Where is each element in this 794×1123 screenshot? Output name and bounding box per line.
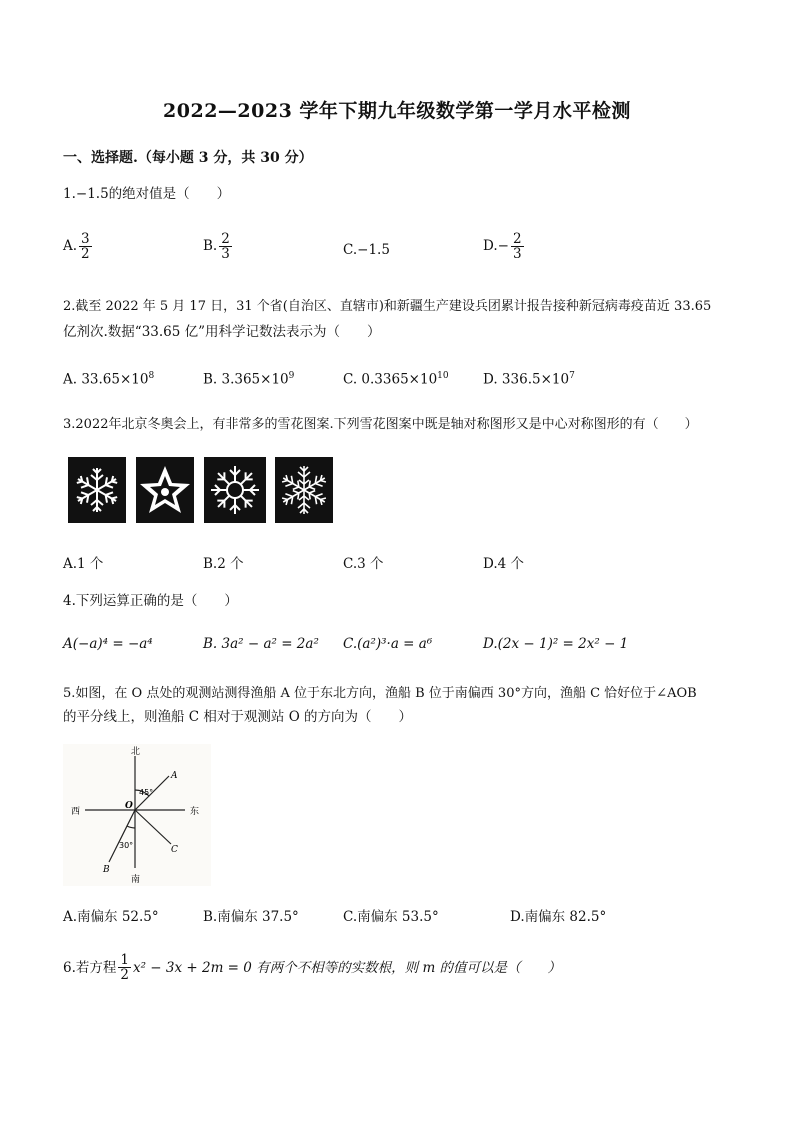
fig-label-b: B bbox=[103, 865, 110, 875]
fig-label-west: 西 bbox=[71, 807, 81, 817]
q2-a-base: A. 33.65×10 bbox=[63, 371, 149, 388]
q2-option-b bbox=[203, 371, 294, 388]
q1-a-num: 3 bbox=[81, 231, 90, 247]
q5-option-b: B.南偏东 37.5° bbox=[203, 909, 299, 925]
page-title: 2022—2023 学年下期九年级数学第一学月水平检测 bbox=[163, 100, 631, 122]
question-6-stem bbox=[63, 953, 561, 982]
fig-label-east: 东 bbox=[190, 807, 200, 817]
q3-option-b: B.2 个 bbox=[203, 556, 244, 572]
q2-a-exp: 8 bbox=[148, 371, 155, 381]
question-2-stem-line1: 2.截至 2022 年 5 月 17 日，31 个省(自治区、直辖市)和新疆生产建设兵团累计报告接种新冠病毒疫苗近 33.65 bbox=[63, 299, 712, 314]
q1-option-a bbox=[63, 232, 94, 261]
fig-label-a: A bbox=[171, 771, 178, 781]
compass-diagram bbox=[63, 744, 211, 886]
q5-option-d: D.南偏东 82.5° bbox=[510, 909, 607, 925]
fig-label-north: 北 bbox=[131, 747, 141, 757]
question-3-stem: 3.2022年北京冬奥会上，有非常多的雪花图案.下列雪花图案中既是轴对称图形又是中心对称图形的有（ ） bbox=[63, 417, 698, 432]
compass-figure bbox=[63, 744, 211, 886]
fig-label-c: C bbox=[171, 845, 178, 855]
question-5-stem-line2: 的平分线上，则渔船 C 相对于观测站 O 的方向为（ ） bbox=[63, 709, 413, 725]
q1-d-den: 3 bbox=[512, 246, 522, 263]
q1-option-c: C.−1.5 bbox=[343, 242, 390, 258]
branch-snowflake-icon bbox=[275, 457, 333, 523]
q2-d-exp: 7 bbox=[569, 371, 575, 381]
fig-label-south: 南 bbox=[131, 875, 141, 885]
q1-a-den: 2 bbox=[81, 246, 90, 263]
q4-option-d: D.(2x − 1)² = 2x² − 1 bbox=[483, 636, 629, 652]
snowflake-icon bbox=[68, 457, 126, 523]
q2-b-exp: 9 bbox=[288, 371, 295, 381]
q2-c-base: C. 0.3365×10 bbox=[343, 371, 438, 388]
q3-option-d: D.4 个 bbox=[483, 556, 525, 572]
q1-b-prefix: B. bbox=[203, 238, 218, 255]
q2-b-base: B. 3.365×10 bbox=[203, 371, 289, 388]
q3-option-a: A.1 个 bbox=[63, 556, 104, 572]
q6-rest: x² − 3x + 2m = 0 有两个不相等的实数根，则 m 的值可以是（ ） bbox=[132, 959, 562, 976]
q2-option-d bbox=[483, 371, 575, 388]
q3-option-c: C.3 个 bbox=[343, 556, 384, 572]
q6-frac-den: 2 bbox=[120, 967, 129, 984]
section-heading: 一、选择题.（每小题 3 分，共 30 分） bbox=[63, 150, 313, 166]
question-1-stem: 1.−1.5的绝对值是（ ） bbox=[63, 186, 231, 202]
q1-d-num: 2 bbox=[512, 231, 522, 247]
q1-option-b bbox=[203, 232, 234, 261]
question-4-stem: 4.下列运算正确的是（ ） bbox=[63, 593, 238, 609]
q5-option-a: A.南偏东 52.5° bbox=[63, 909, 159, 925]
q1-b-fraction bbox=[219, 232, 232, 261]
q1-a-prefix: A. bbox=[63, 238, 78, 255]
q1-d-prefix: D.− bbox=[483, 238, 509, 255]
q4-option-a: A(−a)⁴ = −a⁴ bbox=[63, 636, 153, 652]
q6-frac-num: 1 bbox=[120, 952, 129, 968]
q5-option-c: C.南偏东 53.5° bbox=[343, 909, 439, 925]
snowflake-image-4 bbox=[275, 457, 333, 523]
q4-option-c: C.(a²)³·a = a⁶ bbox=[343, 636, 433, 652]
snowflake-image-1 bbox=[68, 457, 126, 523]
fig-angle-30: 30° bbox=[119, 841, 134, 850]
q1-a-fraction bbox=[79, 232, 92, 261]
q4-option-b: B. 3a² − a² = 2a² bbox=[203, 636, 319, 652]
q1-option-d bbox=[483, 232, 526, 261]
q2-option-c bbox=[343, 371, 449, 388]
question-5-stem-line1: 5.如图，在 O 点处的观测站测得渔船 A 位于东北方向，渔船 B 位于南偏西 30°方向，渔船 C 恰好位于∠AOB bbox=[63, 686, 697, 701]
round-snowflake-icon bbox=[204, 457, 266, 523]
q2-d-base: D. 336.5×10 bbox=[483, 371, 570, 388]
q6-fraction bbox=[118, 953, 131, 982]
q1-b-den: 3 bbox=[221, 246, 230, 263]
question-2-stem-line2: 亿剂次.数据“33.65 亿”用科学记数法表示为（ ） bbox=[63, 324, 381, 340]
snowflake-image-2 bbox=[136, 457, 194, 523]
q6-prefix: 6.若方程 bbox=[63, 959, 117, 976]
star-snowflake-icon bbox=[136, 457, 194, 523]
fig-label-o: O bbox=[125, 801, 133, 811]
q2-option-a bbox=[63, 371, 154, 388]
q1-d-fraction bbox=[511, 232, 524, 261]
snowflake-image-3 bbox=[204, 457, 266, 523]
fig-angle-45: 45° bbox=[139, 788, 154, 797]
q1-b-num: 2 bbox=[221, 231, 230, 247]
q2-c-exp: 10 bbox=[437, 371, 449, 381]
